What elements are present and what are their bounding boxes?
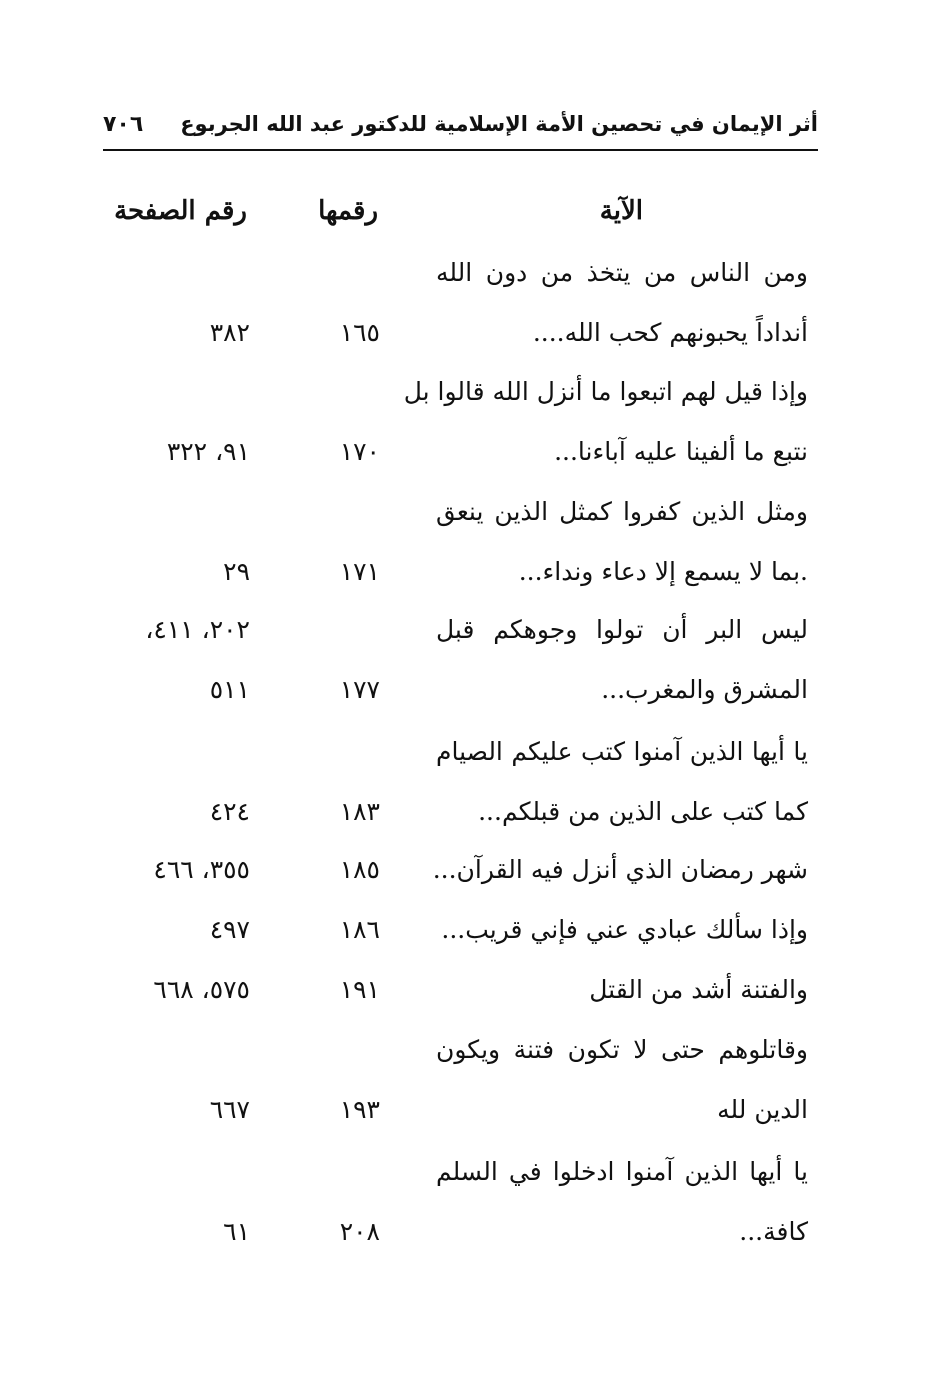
verse-number: ١٨٣	[339, 797, 380, 826]
verse-text: يا أيها الذين آمنوا كتب عليكم الصيام	[436, 737, 808, 766]
table-row	[0, 1095, 930, 1145]
page-reference: ٦١	[223, 1217, 250, 1246]
verse-text: نتبع ما ألفينا عليه آباءنا...	[554, 437, 808, 466]
page-number: ٧٠٦	[103, 112, 144, 137]
page-reference: ٥٧٥، ٦٦٨	[153, 975, 250, 1004]
table-row	[0, 797, 930, 847]
running-title: أثر الإيمان في تحصين الأمة الإسلامية للدكتور عبد الله الجربوع	[180, 112, 818, 136]
verse-text: كما كتب على الذين من قبلكم...	[478, 797, 808, 826]
verse-text: أنداداً يحبونهم كحب الله....	[532, 318, 808, 347]
verse-number: ١٧١	[339, 557, 380, 586]
table-row	[0, 377, 930, 427]
table-row	[0, 615, 930, 665]
table-row	[0, 497, 930, 547]
verse-text: المشرق والمغرب...	[601, 675, 808, 704]
page-reference: ٥١١	[209, 675, 250, 704]
table-row	[0, 737, 930, 787]
verse-number: ١٧٧	[339, 675, 380, 704]
verse-number: ٢٠٨	[339, 1217, 380, 1246]
page-reference: ٣٨٢	[209, 318, 250, 347]
table-row	[0, 437, 930, 487]
page-reference: ٦٦٧	[209, 1095, 250, 1124]
verse-text: ومثل الذين كفروا كمثل الذين ينعق	[436, 497, 808, 526]
table-row	[0, 318, 930, 368]
table-row	[0, 258, 930, 308]
verse-text: وإذا سألك عبادي عني فإني قريب...	[441, 915, 808, 944]
verse-number: ١٧٠	[339, 437, 380, 466]
verse-text: يا أيها الذين آمنوا ادخلوا في السلم	[436, 1157, 808, 1186]
verse-text: ليس البر أن تولوا وجوهكم قبل	[436, 615, 808, 644]
verse-text: الدين لله	[717, 1095, 808, 1124]
page-reference: ٣٥٥، ٤٦٦	[153, 855, 250, 884]
page-reference: ٩١، ٣٢٢	[166, 437, 250, 466]
page-reference: ٢٠٢، ٤١١،	[145, 615, 250, 644]
table-row	[0, 557, 930, 607]
page-reference: ٤٢٤	[209, 797, 250, 826]
verse-number: ١٨٦	[339, 915, 380, 944]
page-reference: ٢٩	[223, 557, 250, 586]
verse-text: ومن الناس من يتخذ من دون الله	[436, 258, 808, 287]
table-row	[0, 1157, 930, 1207]
column-header-verse: الآية	[599, 196, 643, 226]
verse-text: والفتنة أشد من القتل	[589, 975, 808, 1004]
verse-text: وقاتلوهم حتى لا تكون فتنة ويكون	[436, 1035, 808, 1064]
verse-number: ١٩١	[339, 975, 380, 1004]
verse-text: وإذا قيل لهم اتبعوا ما أنزل الله قالوا بل	[403, 377, 808, 406]
table-row	[0, 915, 930, 965]
verse-text: شهر رمضان الذي أنزل فيه القرآن...	[432, 855, 808, 884]
column-header-page: رقم الصفحة	[114, 196, 247, 226]
verse-text: كافة...	[739, 1217, 808, 1246]
verse-number: ١٨٥	[339, 855, 380, 884]
page-reference: ٤٩٧	[209, 915, 250, 944]
table-row	[0, 1035, 930, 1085]
table-row	[0, 975, 930, 1025]
table-row	[0, 1217, 930, 1267]
verse-text: .بما لا يسمع إلا دعاء ونداء...	[518, 557, 808, 586]
column-header-number: رقمها	[318, 196, 378, 226]
table-row	[0, 855, 930, 905]
table-row	[0, 675, 930, 725]
verse-number: ١٩٣	[339, 1095, 380, 1124]
verse-number: ١٦٥	[339, 318, 380, 347]
